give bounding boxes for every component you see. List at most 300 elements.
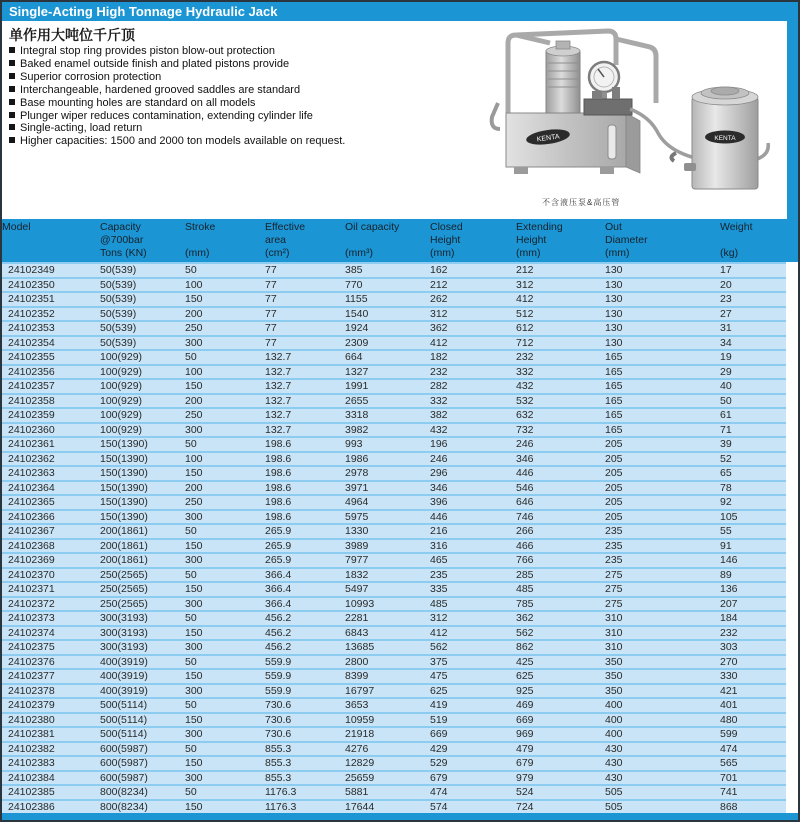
table-row <box>2 770 786 785</box>
cell-stroke: 300 <box>185 510 203 523</box>
cell-weight: 207 <box>720 597 738 610</box>
cell-closed-height: 212 <box>430 278 448 291</box>
cell-oil-capacity: 1991 <box>345 380 369 392</box>
cell-model: 24102374 <box>8 626 55 639</box>
cell-model: 24102378 <box>8 684 55 697</box>
cell-capacity: 400(3919) <box>100 684 148 697</box>
cell-capacity: 200(1861) <box>100 554 148 566</box>
cell-extending-height: 266 <box>516 525 534 537</box>
cell-extending-height: 232 <box>516 351 534 363</box>
cell-model: 24102354 <box>8 336 55 349</box>
cell-oil-capacity: 8399 <box>345 670 369 682</box>
cell-capacity: 400(3919) <box>100 655 148 668</box>
cell-extending-height: 679 <box>516 757 534 769</box>
cell-capacity: 100(929) <box>100 380 143 392</box>
cell-oil-capacity: 7977 <box>345 554 369 566</box>
cell-effective-area: 77 <box>265 322 277 334</box>
brand-label: KENTA <box>536 133 560 144</box>
valve-block <box>584 99 632 115</box>
cell-stroke: 200 <box>185 307 203 320</box>
feature-text: Plunger wiper reduces contamination, extending cylinder life <box>20 109 313 122</box>
cell-oil-capacity: 2800 <box>345 655 369 668</box>
cell-effective-area: 198.6 <box>265 438 292 450</box>
cell-oil-capacity: 1327 <box>345 365 369 378</box>
cell-stroke: 50 <box>185 655 197 668</box>
cell-weight: 270 <box>720 655 738 668</box>
cell-effective-area: 198.6 <box>265 452 292 465</box>
cell-extending-height: 479 <box>516 742 534 755</box>
cell-capacity: 100(929) <box>100 423 143 436</box>
cell-model: 24102363 <box>8 467 55 479</box>
cell-weight: 480 <box>720 713 738 726</box>
cell-closed-height: 475 <box>430 670 448 682</box>
cell-extending-height: 312 <box>516 278 534 291</box>
cell-extending-height: 485 <box>516 583 534 595</box>
cell-extending-height: 512 <box>516 307 534 320</box>
bullet-square-icon <box>9 73 15 79</box>
cell-capacity: 50(539) <box>100 336 137 349</box>
table-row <box>2 784 786 799</box>
cell-closed-height: 625 <box>430 684 448 697</box>
cell-model: 24102384 <box>8 771 55 784</box>
cell-oil-capacity: 3982 <box>345 423 369 436</box>
cell-weight: 29 <box>720 365 732 378</box>
cell-capacity: 200(1861) <box>100 525 148 537</box>
brand-badge-cylinder <box>705 131 745 144</box>
cell-model: 24102386 <box>8 800 55 813</box>
cell-stroke: 150 <box>185 713 203 726</box>
cell-weight: 868 <box>720 800 738 813</box>
cell-out-diameter: 430 <box>605 771 623 784</box>
cell-effective-area: 1176.3 <box>265 786 297 798</box>
feature-text: Integral stop ring provides piston blow-out protection <box>20 45 275 57</box>
cell-capacity: 500(5114) <box>100 728 148 740</box>
cell-weight: 421 <box>720 684 738 697</box>
cell-oil-capacity: 5497 <box>345 583 369 595</box>
svg-text:KENTA: KENTA <box>714 135 736 142</box>
cell-effective-area: 198.6 <box>265 481 292 494</box>
cell-effective-area: 265.9 <box>265 539 292 552</box>
cell-weight: 89 <box>720 568 732 581</box>
cell-capacity: 100(929) <box>100 409 143 421</box>
feature-text: Superior corrosion protection <box>20 70 162 83</box>
cell-model: 24102366 <box>8 510 55 523</box>
cell-out-diameter: 130 <box>605 278 623 291</box>
cell-extending-height: 746 <box>516 510 534 523</box>
cell-oil-capacity: 993 <box>345 438 363 450</box>
column-header: Extending Height (mm) <box>516 221 563 259</box>
cell-capacity: 600(5987) <box>100 757 148 769</box>
cell-weight: 65 <box>720 467 732 479</box>
table-row <box>2 262 786 277</box>
table-row <box>2 451 786 466</box>
cell-closed-height: 332 <box>430 394 448 407</box>
cell-weight: 19 <box>720 351 732 363</box>
table-row <box>2 465 786 480</box>
cell-out-diameter: 275 <box>605 568 623 581</box>
cell-oil-capacity: 1155 <box>345 293 368 305</box>
cell-effective-area: 366.4 <box>265 568 292 581</box>
cell-capacity: 50(539) <box>100 293 137 305</box>
table-row <box>2 335 786 350</box>
cell-effective-area: 366.4 <box>265 597 292 610</box>
cell-extending-height: 646 <box>516 496 534 508</box>
cell-closed-height: 316 <box>430 539 448 552</box>
cell-closed-height: 465 <box>430 554 448 566</box>
cell-model: 24102379 <box>8 699 55 711</box>
feature-item <box>9 71 469 84</box>
cell-weight: 92 <box>720 496 732 508</box>
cell-stroke: 250 <box>185 322 203 334</box>
cell-effective-area: 132.7 <box>265 351 292 363</box>
cell-out-diameter: 165 <box>605 351 623 363</box>
cell-out-diameter: 400 <box>605 699 623 711</box>
cell-out-diameter: 430 <box>605 742 623 755</box>
cell-extending-height: 612 <box>516 322 534 334</box>
bullet-square-icon <box>9 47 15 53</box>
cell-capacity: 300(3193) <box>100 641 148 653</box>
cell-oil-capacity: 770 <box>345 278 363 291</box>
cell-capacity: 250(2565) <box>100 583 148 595</box>
cell-closed-height: 669 <box>430 728 448 740</box>
cell-weight: 52 <box>720 452 732 465</box>
cell-capacity: 50(539) <box>100 322 137 334</box>
page-subtitle-cn: 单作用大吨位千斤顶 <box>9 27 135 43</box>
cell-weight: 78 <box>720 481 732 494</box>
cell-capacity: 150(1390) <box>100 452 148 465</box>
cell-capacity: 800(8234) <box>100 786 148 798</box>
cell-extending-height: 412 <box>516 293 534 305</box>
cell-out-diameter: 130 <box>605 336 623 349</box>
cell-model: 24102356 <box>8 365 55 378</box>
cell-effective-area: 559.9 <box>265 684 292 697</box>
cell-out-diameter: 165 <box>605 380 623 392</box>
cylinder-jack <box>684 87 758 189</box>
cell-oil-capacity: 12829 <box>345 757 375 769</box>
cell-out-diameter: 165 <box>605 394 623 407</box>
cell-weight: 55 <box>720 525 732 537</box>
cell-out-diameter: 235 <box>605 539 623 552</box>
spec-table-body <box>2 262 786 813</box>
cell-model: 24102380 <box>8 713 55 726</box>
cell-oil-capacity: 10959 <box>345 713 375 726</box>
intro-section <box>2 21 798 219</box>
column-header: Stroke (mm) <box>185 221 216 259</box>
cell-weight: 146 <box>720 554 738 566</box>
cell-extending-height: 212 <box>516 264 534 276</box>
cell-model: 24102351 <box>8 293 55 305</box>
cell-oil-capacity: 3971 <box>345 481 369 494</box>
table-row <box>2 364 786 379</box>
product-photo <box>480 25 780 217</box>
pump-motor <box>546 51 580 113</box>
cell-stroke: 100 <box>185 365 203 378</box>
cell-out-diameter: 310 <box>605 612 623 624</box>
cell-closed-height: 296 <box>430 467 448 479</box>
cell-model: 24102377 <box>8 670 55 682</box>
feature-text: Single-acting, load return <box>20 122 143 135</box>
cell-out-diameter: 350 <box>605 655 623 668</box>
cell-closed-height: 182 <box>430 351 448 363</box>
cell-model: 24102357 <box>8 380 55 392</box>
column-header: Model <box>2 221 31 233</box>
table-row <box>2 436 786 451</box>
cell-model: 24102352 <box>8 307 55 320</box>
cell-oil-capacity: 1330 <box>345 525 369 537</box>
cell-model: 24102383 <box>8 757 55 769</box>
cell-effective-area: 855.3 <box>265 771 292 784</box>
cell-model: 24102355 <box>8 351 55 363</box>
cell-effective-area: 456.2 <box>265 641 292 653</box>
table-row <box>2 726 786 741</box>
cell-extending-height: 766 <box>516 554 534 566</box>
cell-stroke: 200 <box>185 481 203 494</box>
table-row <box>2 509 786 524</box>
cell-model: 24102361 <box>8 438 55 450</box>
cell-oil-capacity: 4964 <box>345 496 369 508</box>
cell-closed-height: 375 <box>430 655 448 668</box>
cell-effective-area: 77 <box>265 293 277 305</box>
cell-out-diameter: 205 <box>605 481 623 494</box>
cell-closed-height: 679 <box>430 771 448 784</box>
cell-effective-area: 855.3 <box>265 742 292 755</box>
cell-out-diameter: 205 <box>605 510 623 523</box>
cell-effective-area: 132.7 <box>265 365 292 378</box>
cell-out-diameter: 400 <box>605 713 623 726</box>
cell-weight: 184 <box>720 612 738 624</box>
cell-out-diameter: 400 <box>605 728 623 740</box>
cell-out-diameter: 165 <box>605 409 623 421</box>
cell-weight: 71 <box>720 423 732 436</box>
cell-weight: 27 <box>720 307 732 320</box>
bullet-square-icon <box>9 86 15 92</box>
cell-effective-area: 730.6 <box>265 713 292 726</box>
cell-weight: 23 <box>720 293 732 305</box>
table-row <box>2 712 786 727</box>
cell-capacity: 250(2565) <box>100 597 148 610</box>
table-row <box>2 567 786 582</box>
cell-extending-height: 446 <box>516 467 534 479</box>
cell-stroke: 150 <box>185 467 203 479</box>
cell-weight: 39 <box>720 438 732 450</box>
cell-extending-height: 524 <box>516 786 534 798</box>
cell-oil-capacity: 13685 <box>345 641 375 653</box>
cell-model: 24102381 <box>8 728 55 740</box>
table-row <box>2 349 786 364</box>
cell-capacity: 500(5114) <box>100 699 148 711</box>
cell-extending-height: 632 <box>516 409 534 421</box>
cell-extending-height: 362 <box>516 612 534 624</box>
cell-extending-height: 469 <box>516 699 534 711</box>
cell-capacity: 300(3193) <box>100 626 148 639</box>
cell-model: 24102349 <box>8 264 55 276</box>
cell-stroke: 50 <box>185 525 197 537</box>
cell-oil-capacity: 25659 <box>345 771 375 784</box>
cell-stroke: 300 <box>185 423 203 436</box>
cell-stroke: 50 <box>185 264 197 276</box>
feature-item <box>9 97 469 110</box>
cell-oil-capacity: 5881 <box>345 786 369 798</box>
cell-oil-capacity: 16797 <box>345 684 375 697</box>
cell-stroke: 250 <box>185 496 203 508</box>
cell-out-diameter: 205 <box>605 438 623 450</box>
cell-effective-area: 730.6 <box>265 728 292 740</box>
cell-extending-height: 969 <box>516 728 534 740</box>
cell-oil-capacity: 3989 <box>345 539 369 552</box>
cell-model: 24102360 <box>8 423 55 436</box>
table-row <box>2 378 786 393</box>
cell-effective-area: 198.6 <box>265 496 292 508</box>
cell-capacity: 50(539) <box>100 264 137 276</box>
cell-extending-height: 732 <box>516 423 534 436</box>
page-title: Single-Acting High Tonnage Hydraulic Jack <box>2 2 798 21</box>
cell-oil-capacity: 17644 <box>345 800 375 813</box>
cell-extending-height: 712 <box>516 336 534 349</box>
cell-stroke: 50 <box>185 699 197 711</box>
cell-oil-capacity: 1986 <box>345 452 369 465</box>
cell-effective-area: 132.7 <box>265 380 292 392</box>
cell-capacity: 600(5987) <box>100 742 148 755</box>
cell-capacity: 150(1390) <box>100 481 148 494</box>
cell-closed-height: 312 <box>430 307 448 320</box>
cell-weight: 50 <box>720 394 732 407</box>
cell-capacity: 600(5987) <box>100 771 148 784</box>
cell-oil-capacity: 3653 <box>345 699 369 711</box>
cell-oil-capacity: 4276 <box>345 742 369 755</box>
feature-list <box>9 45 469 148</box>
cell-closed-height: 382 <box>430 409 448 421</box>
cell-capacity: 150(1390) <box>100 467 148 479</box>
cell-closed-height: 396 <box>430 496 448 508</box>
cell-model: 24102370 <box>8 568 55 581</box>
cell-out-diameter: 275 <box>605 583 623 595</box>
cell-oil-capacity: 10993 <box>345 597 375 610</box>
feature-text: Higher capacities: 1500 and 2000 ton models available on request. <box>20 135 346 148</box>
cell-weight: 31 <box>720 322 732 334</box>
cell-extending-height: 669 <box>516 713 534 726</box>
cell-effective-area: 456.2 <box>265 626 292 639</box>
cell-weight: 136 <box>720 583 738 595</box>
cell-extending-height: 246 <box>516 438 534 450</box>
cell-stroke: 50 <box>185 438 197 450</box>
cell-stroke: 50 <box>185 786 197 798</box>
right-accent-strip <box>787 21 798 219</box>
cell-out-diameter: 130 <box>605 293 623 305</box>
feature-text: Base mounting holes are standard on all models <box>20 96 256 109</box>
cell-closed-height: 562 <box>430 641 448 653</box>
cell-closed-height: 312 <box>430 612 448 624</box>
cell-model: 24102364 <box>8 481 55 494</box>
cell-out-diameter: 205 <box>605 467 623 479</box>
pump-handle <box>492 103 500 129</box>
bullet-square-icon <box>9 112 15 118</box>
cell-weight: 232 <box>720 626 738 639</box>
table-row <box>2 320 786 335</box>
cell-weight: 40 <box>720 380 732 392</box>
cell-weight: 565 <box>720 757 738 769</box>
cell-out-diameter: 205 <box>605 452 623 465</box>
cell-oil-capacity: 2978 <box>345 467 369 479</box>
table-row <box>2 407 786 422</box>
feature-item <box>9 45 469 58</box>
cell-closed-height: 412 <box>430 336 448 349</box>
cell-out-diameter: 350 <box>605 670 623 682</box>
cell-out-diameter: 235 <box>605 554 623 566</box>
cell-weight: 34 <box>720 336 732 349</box>
cell-effective-area: 132.7 <box>265 409 292 421</box>
cell-closed-height: 519 <box>430 713 448 726</box>
cell-weight: 330 <box>720 670 738 682</box>
table-row <box>2 683 786 698</box>
cell-out-diameter: 205 <box>605 496 623 508</box>
cell-extending-height: 532 <box>516 394 534 407</box>
cell-extending-height: 562 <box>516 626 534 639</box>
cell-closed-height: 485 <box>430 597 448 610</box>
cell-closed-height: 262 <box>430 293 448 305</box>
cell-effective-area: 366.4 <box>265 583 292 595</box>
column-header: Oil capacity (mm³) <box>345 221 400 259</box>
cell-closed-height: 474 <box>430 786 448 798</box>
cell-stroke: 150 <box>185 293 203 305</box>
cell-stroke: 50 <box>185 568 197 581</box>
cell-extending-height: 432 <box>516 380 534 392</box>
cell-model: 24102372 <box>8 597 55 610</box>
cell-capacity: 400(3919) <box>100 670 148 682</box>
cell-stroke: 150 <box>185 583 203 595</box>
cell-closed-height: 419 <box>430 699 448 711</box>
cell-closed-height: 412 <box>430 626 448 639</box>
cell-extending-height: 724 <box>516 800 534 813</box>
cell-stroke: 50 <box>185 742 197 755</box>
cell-closed-height: 335 <box>430 583 448 595</box>
cell-model: 24102371 <box>8 583 55 595</box>
cell-effective-area: 132.7 <box>265 394 292 407</box>
cell-effective-area: 77 <box>265 336 277 349</box>
cell-closed-height: 432 <box>430 423 448 436</box>
cell-effective-area: 265.9 <box>265 554 292 566</box>
cell-weight: 599 <box>720 728 738 740</box>
cell-stroke: 300 <box>185 684 203 697</box>
cell-out-diameter: 130 <box>605 307 623 320</box>
bullet-square-icon <box>9 124 15 130</box>
table-row <box>2 393 786 408</box>
column-header: Capacity @700bar Tons (KN) <box>100 221 147 259</box>
table-row <box>2 668 786 683</box>
cell-extending-height: 785 <box>516 597 534 610</box>
cell-oil-capacity: 385 <box>345 264 363 276</box>
cell-out-diameter: 130 <box>605 264 623 276</box>
feature-item <box>9 110 469 123</box>
table-row <box>2 277 786 292</box>
cell-extending-height: 346 <box>516 452 534 465</box>
cell-weight: 303 <box>720 641 738 653</box>
cell-capacity: 300(3193) <box>100 612 148 624</box>
cell-closed-height: 429 <box>430 742 448 755</box>
cell-effective-area: 77 <box>265 278 277 291</box>
table-row <box>2 755 786 770</box>
cell-stroke: 300 <box>185 597 203 610</box>
cell-weight: 474 <box>720 742 738 755</box>
cell-weight: 401 <box>720 699 738 711</box>
bullet-square-icon <box>9 60 15 66</box>
cell-capacity: 50(539) <box>100 307 137 320</box>
cell-oil-capacity: 664 <box>345 351 363 363</box>
cell-stroke: 300 <box>185 728 203 740</box>
cell-out-diameter: 505 <box>605 800 623 813</box>
cell-out-diameter: 275 <box>605 597 623 610</box>
cell-effective-area: 456.2 <box>265 612 292 624</box>
column-header: Out Diameter (mm) <box>605 221 648 259</box>
